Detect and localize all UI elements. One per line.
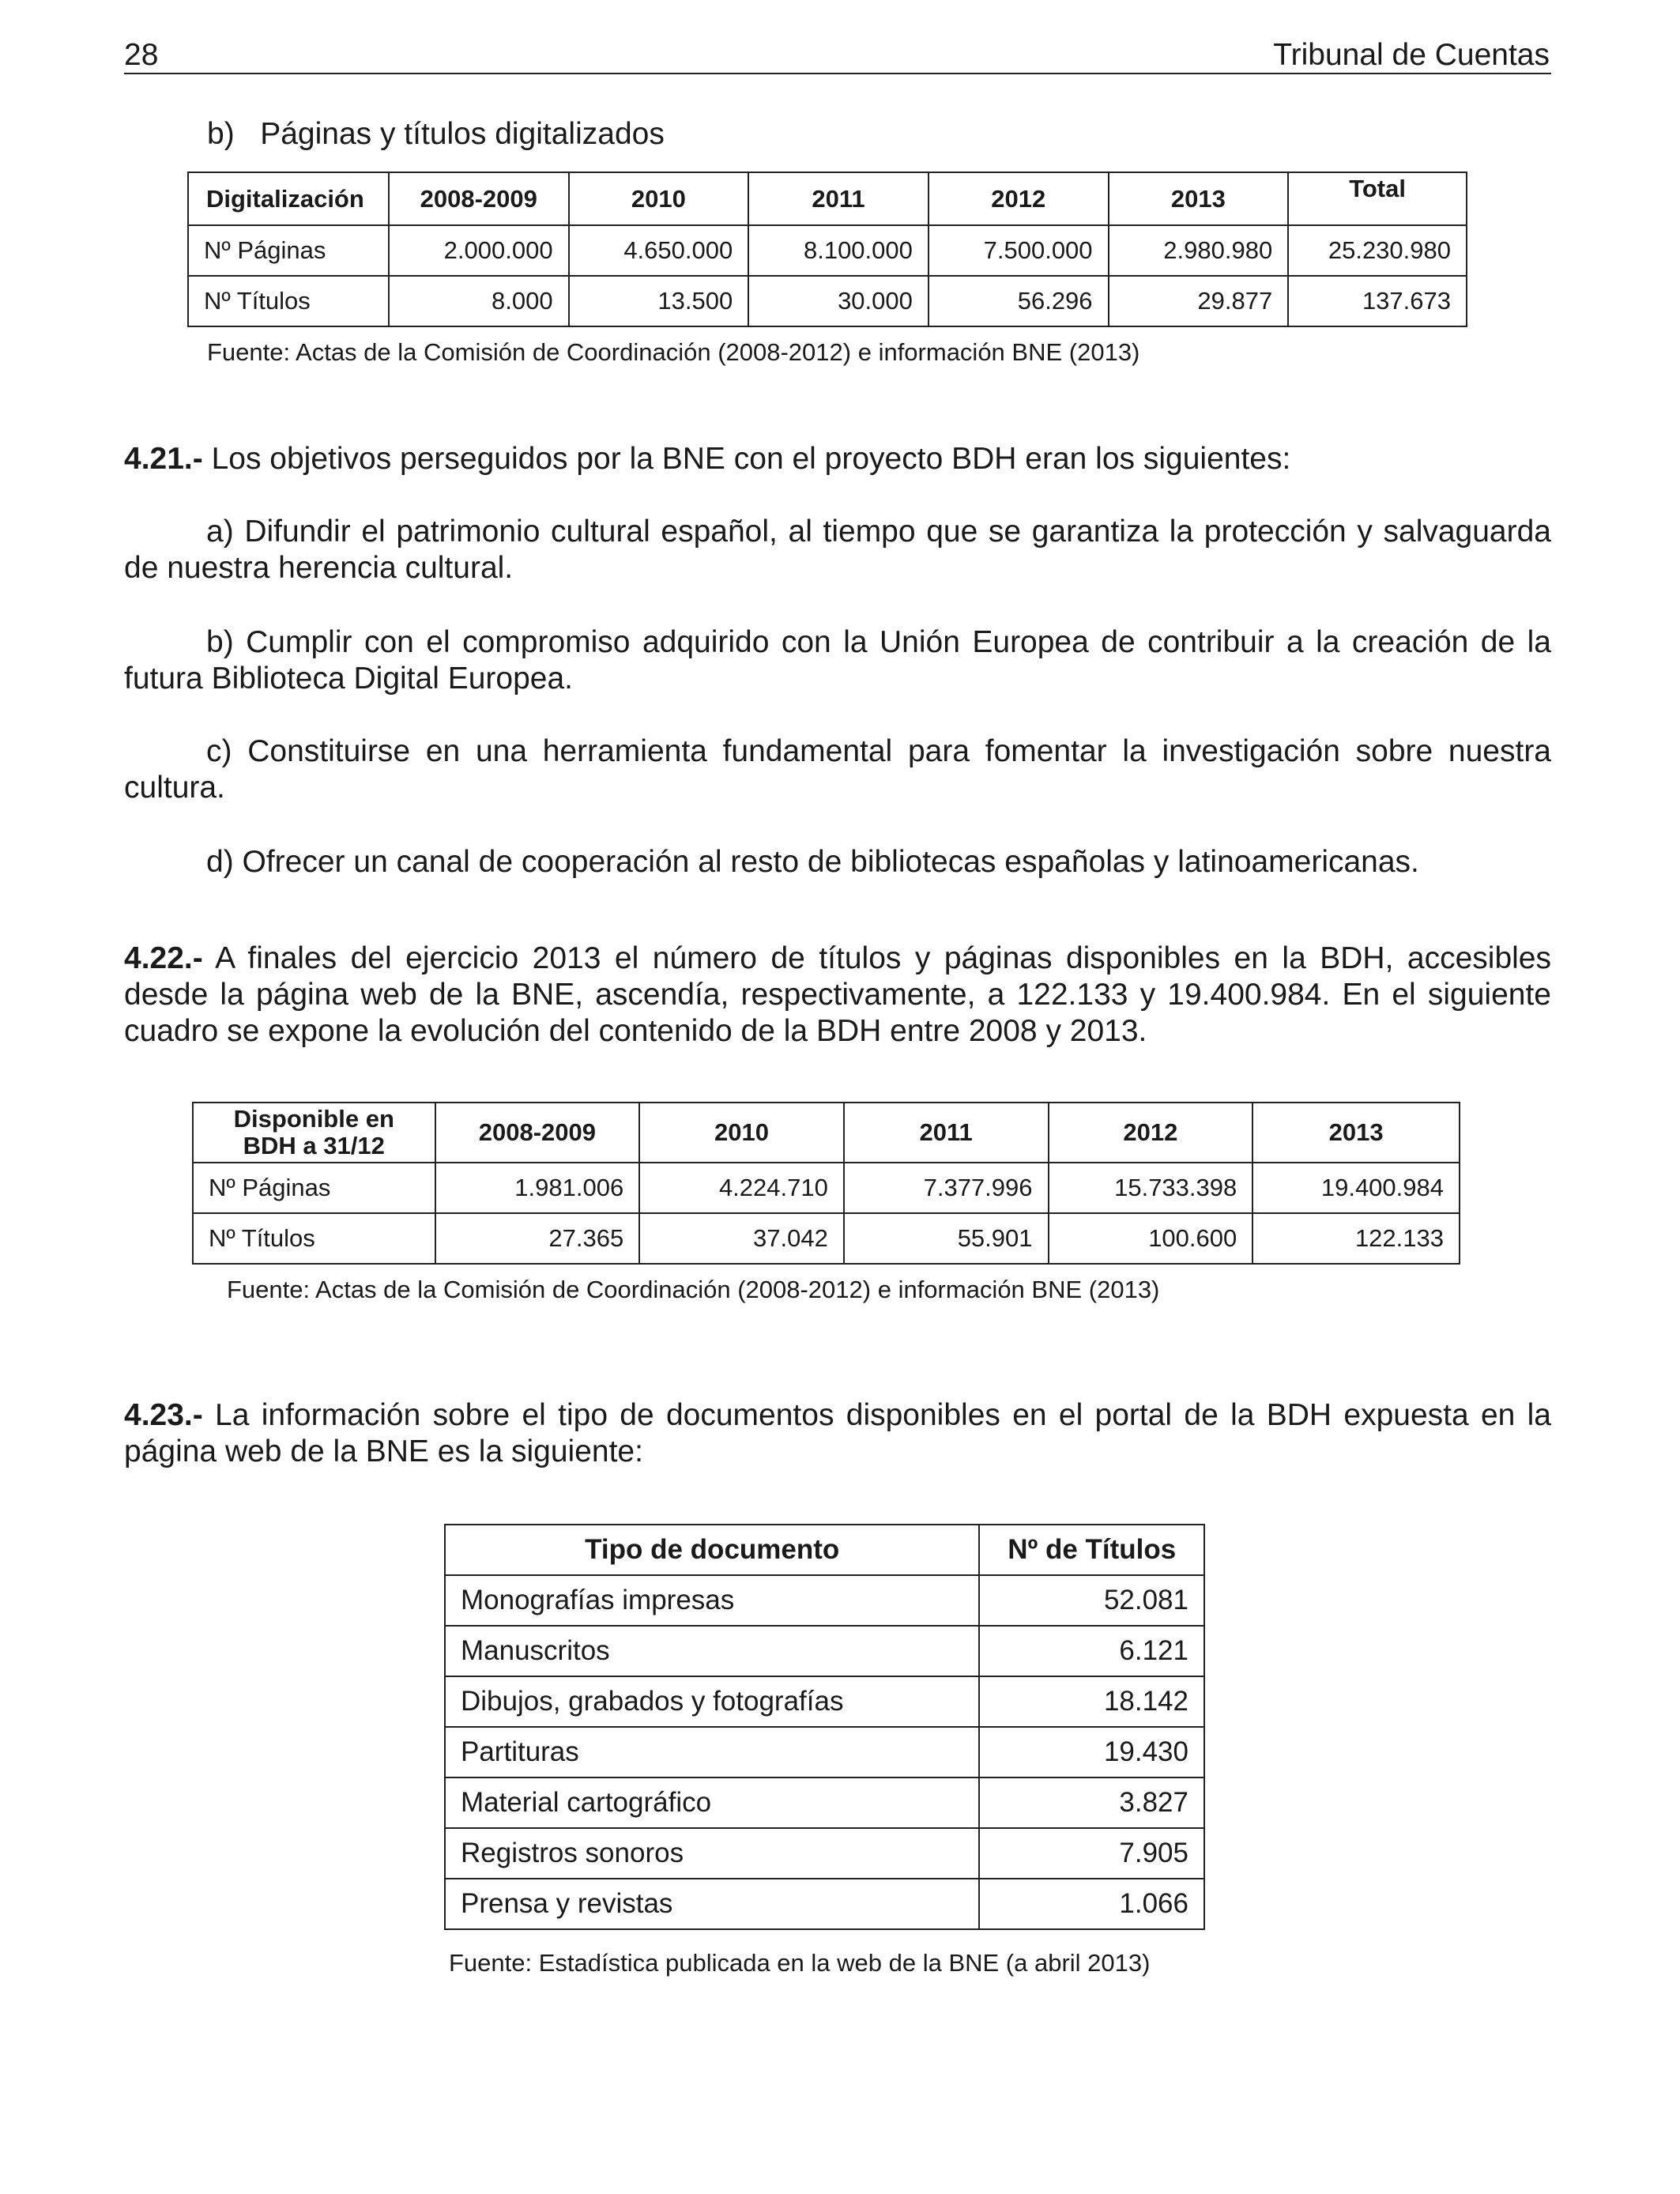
table-header-row: [193, 1103, 1460, 1163]
table-cell: 137.673: [1288, 276, 1467, 326]
header-cell: 2012: [1049, 1103, 1253, 1163]
table-row: [445, 1575, 1204, 1626]
digitization-table: [187, 172, 1467, 327]
table-cell: 27.365: [435, 1213, 640, 1264]
table-cell: 19.400.984: [1252, 1163, 1460, 1213]
table-cell: 1.066: [979, 1879, 1204, 1929]
table-cell: 7.377.996: [844, 1163, 1049, 1213]
table-cell: 19.430: [979, 1727, 1204, 1777]
table-cell: 13.500: [569, 276, 749, 326]
header-cell: Digitalización: [188, 172, 389, 225]
table-cell: 52.081: [979, 1575, 1204, 1626]
section-marker: b): [207, 117, 235, 151]
table-cell: 56.296: [929, 276, 1109, 326]
row-label: Monografías impresas: [445, 1575, 979, 1626]
table-cell: 29.877: [1109, 276, 1289, 326]
table-source: Fuente: Estadística publicada en la web de la BNE (a abril 2013): [449, 1949, 1151, 1977]
table-row: [445, 1879, 1204, 1929]
paragraph-number: 4.23.-: [124, 1398, 203, 1432]
document-types-table: [444, 1524, 1205, 1930]
table-cell: 1.981.006: [435, 1163, 640, 1213]
header-cell: Nº de Títulos: [979, 1525, 1204, 1575]
row-label: Prensa y revistas: [445, 1879, 979, 1929]
row-label: Nº Páginas: [193, 1163, 435, 1213]
header-cell: 2013: [1252, 1103, 1460, 1163]
table-source: Fuente: Actas de la Comisión de Coordinación (2008-2012) e información BNE (2013): [227, 1276, 1160, 1303]
bdh-content-table: [192, 1102, 1460, 1265]
paragraph-4-23: [124, 1397, 1551, 1470]
table-row: [445, 1828, 1204, 1879]
table-row: [445, 1727, 1204, 1777]
running-title: Tribunal de Cuentas: [1273, 38, 1550, 72]
list-item: c) Constituirse en una herramienta fundamental para fomentar la investigación sobre nuestra cultura.: [124, 734, 1551, 805]
table-row: [193, 1163, 1460, 1213]
header-cell: 2008-2009: [435, 1103, 640, 1163]
paragraph-text: La información sobre el tipo de documentos disponibles en el portal de la BDH expuesta en la página web de la BNE es la siguiente:: [124, 1398, 1551, 1468]
table-cell: 25.230.980: [1288, 225, 1467, 276]
header-cell: 2008-2009: [389, 172, 569, 225]
table-cell: 2.980.980: [1109, 225, 1289, 276]
header-cell: 2010: [569, 172, 749, 225]
paragraph-number: 4.22.-: [124, 941, 203, 975]
row-label: Nº Títulos: [193, 1213, 435, 1264]
header-cell: 2013: [1109, 172, 1289, 225]
table-header-row: [188, 172, 1467, 225]
header-cell: Tipo de documento: [445, 1525, 979, 1575]
row-label: Nº Títulos: [188, 276, 389, 326]
header-cell: 2012: [929, 172, 1109, 225]
table-cell: 37.042: [639, 1213, 844, 1264]
paragraph-4-21: [124, 441, 1551, 477]
table-cell: 8.000: [389, 276, 569, 326]
list-item: a) Difundir el patrimonio cultural español, al tiempo que se garantiza la protección y salvaguarda de nuestra herencia cultural.: [124, 515, 1551, 585]
table-cell: 2.000.000: [389, 225, 569, 276]
row-label: Registros sonoros: [445, 1828, 979, 1879]
table-cell: 18.142: [979, 1676, 1204, 1727]
table-cell: 15.733.398: [1049, 1163, 1253, 1213]
table-cell: 7.905: [979, 1828, 1204, 1879]
table-cell: 100.600: [1049, 1213, 1253, 1264]
header-line: BDH a 31/12: [243, 1132, 385, 1159]
header-cell: 2010: [639, 1103, 844, 1163]
paragraph-text: Los objetivos perseguidos por la BNE con el proyecto BDH eran los siguientes:: [202, 442, 1291, 476]
section-heading: [207, 117, 665, 152]
table-header-row: [445, 1525, 1204, 1575]
table-cell: 8.100.000: [748, 225, 929, 276]
header-cell: 2011: [844, 1103, 1049, 1163]
header-line: Disponible en: [233, 1105, 394, 1133]
row-label: Nº Páginas: [188, 225, 389, 276]
table-row: [193, 1213, 1460, 1264]
table-cell: 3.827: [979, 1777, 1204, 1828]
row-label: Material cartográfico: [445, 1777, 979, 1828]
paragraph-text: A finales del ejercicio 2013 el número de títulos y páginas disponibles en la BDH, accesibles desde la página web de la BNE, ascendía, respectivamente, a 122.133 y 19.400.984. En el siguiente cuadro se expone la evolución del contenido de la BDH entre 2008 y 2013.: [124, 941, 1551, 1048]
header-cell: 2011: [748, 172, 929, 225]
table-row: [445, 1777, 1204, 1828]
table-cell: 7.500.000: [929, 225, 1109, 276]
header-cell: Total: [1288, 172, 1467, 225]
row-label: Partituras: [445, 1727, 979, 1777]
table-cell: 122.133: [1252, 1213, 1460, 1264]
page-header: [124, 33, 1551, 74]
table-row: [188, 225, 1467, 276]
row-label: Dibujos, grabados y fotografías: [445, 1676, 979, 1727]
table-cell: 30.000: [748, 276, 929, 326]
header-cell: [193, 1103, 435, 1163]
row-label: Manuscritos: [445, 1626, 979, 1676]
paragraph-number: 4.21.-: [124, 442, 203, 476]
page-number: 28: [124, 38, 159, 72]
table-source: Fuente: Actas de la Comisión de Coordinación (2008-2012) e información BNE (2013): [207, 338, 1140, 366]
table-row: [445, 1676, 1204, 1727]
table-cell: 4.650.000: [569, 225, 749, 276]
table-cell: 4.224.710: [639, 1163, 844, 1213]
table-row: [445, 1626, 1204, 1676]
paragraph-4-22: [124, 941, 1551, 1050]
section-title: Páginas y títulos digitalizados: [260, 117, 665, 151]
list-item: d) Ofrecer un canal de cooperación al resto de bibliotecas españolas y latinoamericanas.: [206, 845, 1419, 879]
list-item: b) Cumplir con el compromiso adquirido con la Unión Europea de contribuir a la creación de la futura Biblioteca Digital Europea.: [124, 625, 1551, 696]
table-cell: 55.901: [844, 1213, 1049, 1264]
table-row: [188, 276, 1467, 326]
table-cell: 6.121: [979, 1626, 1204, 1676]
